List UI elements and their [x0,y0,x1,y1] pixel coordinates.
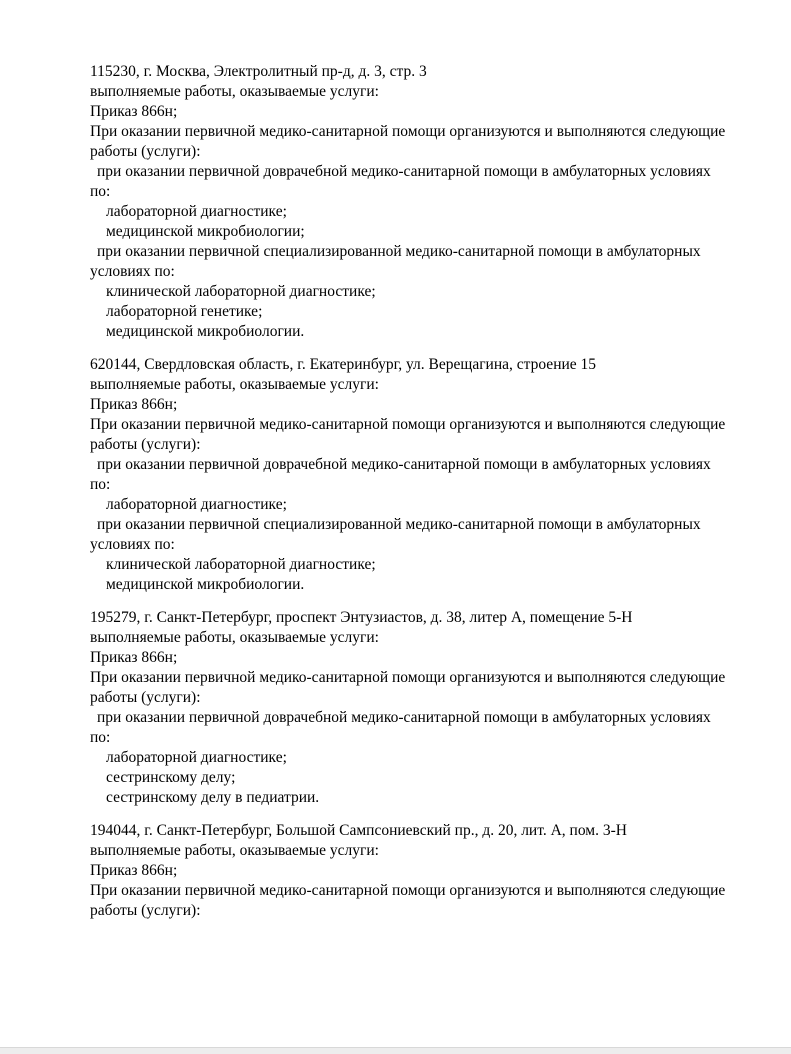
doc-line: Приказ 866н; [90,649,178,666]
doc-line: выполняемые работы, оказываемые услуги: [90,842,379,859]
doc-line: по: [90,729,111,746]
doc-line: при оказании первичной доврачебной медико-санитарной помощи в амбулаторных условиях [97,709,711,726]
doc-line: клинической лабораторной диагностике; [106,283,376,300]
doc-line: по: [90,476,111,493]
doc-line: лабораторной генетике; [106,303,263,320]
doc-line: условиях по: [90,536,175,553]
address-line: 195279, г. Санкт-Петербург, проспект Энтузиастов, д. 38, литер А, помещение 5-Н [90,609,633,626]
doc-line: при оказании первичной доврачебной медико-санитарной помощи в амбулаторных условиях [97,163,711,180]
license-address-block [90,355,751,595]
address-line: 194044, г. Санкт-Петербург, Большой Сампсониевский пр., д. 20, лит. А, пом. 3-Н [90,822,627,839]
doc-line: Приказ 866н; [90,103,178,120]
horizontal-scrollbar-track[interactable] [0,1047,791,1054]
doc-line: работы (услуги): [90,689,201,706]
doc-line: При оказании первичной медико-санитарной помощи организуются и выполняются следующие [90,416,726,433]
doc-line: условиях по: [90,263,175,280]
address-line: 115230, г. Москва, Электролитный пр-д, д. 3, стр. 3 [90,63,427,80]
doc-line: клинической лабораторной диагностике; [106,556,376,573]
license-address-block [90,821,751,921]
doc-line: Приказ 866н; [90,396,178,413]
doc-line: выполняемые работы, оказываемые услуги: [90,83,379,100]
doc-line: При оказании первичной медико-санитарной помощи организуются и выполняются следующие [90,123,726,140]
doc-line: работы (услуги): [90,143,201,160]
address-line: 620144, Свердловская область, г. Екатеринбург, ул. Верещагина, строение 15 [90,356,597,373]
doc-line: лабораторной диагностике; [106,203,287,220]
doc-line: работы (услуги): [90,436,201,453]
doc-line: по: [90,183,111,200]
doc-line: сестринскому делу в педиатрии. [106,789,320,806]
doc-line: Приказ 866н; [90,862,178,879]
doc-line: работы (услуги): [90,902,201,919]
doc-line: сестринскому делу; [106,769,236,786]
doc-line: медицинской микробиологии; [106,223,305,240]
license-address-block [90,62,751,342]
doc-line: медицинской микробиологии. [106,576,305,593]
doc-line: при оказании первичной специализированной медико-санитарной помощи в амбулаторных [97,243,701,260]
doc-line: медицинской микробиологии. [106,323,305,340]
license-address-block [90,608,751,808]
doc-line: лабораторной диагностике; [106,496,287,513]
doc-line: при оказании первичной доврачебной медико-санитарной помощи в амбулаторных условиях [97,456,711,473]
doc-line: выполняемые работы, оказываемые услуги: [90,376,379,393]
doc-line: При оказании первичной медико-санитарной помощи организуются и выполняются следующие [90,669,726,686]
doc-line: выполняемые работы, оказываемые услуги: [90,629,379,646]
doc-line: при оказании первичной специализированной медико-санитарной помощи в амбулаторных [97,516,701,533]
doc-line: При оказании первичной медико-санитарной помощи организуются и выполняются следующие [90,882,726,899]
doc-line: лабораторной диагностике; [106,749,287,766]
